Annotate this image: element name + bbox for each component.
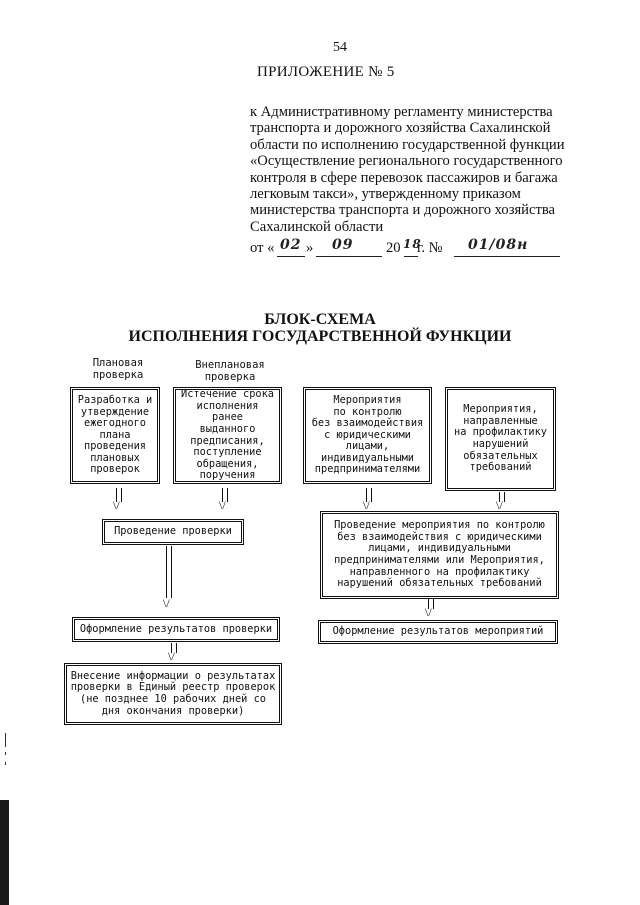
conduct-event-box: Проведение мероприятия по контролю без взаимодействия с юридическими лицами, индивидуальными предпринимателями или Мероприятия, направленного на профилактику нарушений обязательных требований xyxy=(322,513,557,597)
approval-number: 01/08н xyxy=(468,237,529,253)
scan-margin-edge xyxy=(0,800,9,905)
scan-margin-mark xyxy=(5,733,6,747)
appendix-title: ПРИЛОЖЕНИЕ № 5 xyxy=(257,64,395,80)
check-grounds-box: Истечение срока исполнения ранее выданного предписания, поступление обращения, поручения xyxy=(175,389,280,482)
approval-month: 09 xyxy=(332,237,354,253)
approval-day: 02 xyxy=(280,237,302,253)
scheme-title: БЛОК-СХЕМА xyxy=(264,311,376,328)
no-interaction-events-box: Мероприятия по контролю без взаимодействия с юридическими лицами, индивидуальными предпринимателями xyxy=(305,389,430,482)
scheme-subtitle: ИСПОЛНЕНИЯ ГОСУДАРСТВЕННОЙ ФУНКЦИИ xyxy=(128,328,512,345)
approval-year-suffix: 18 xyxy=(403,237,422,251)
approval-prefix: от « xyxy=(250,240,275,256)
scan-margin-mark xyxy=(5,752,6,755)
prevention-events-box: Мероприятия, направленные на профилактику нарушений обязательных требований xyxy=(447,389,554,489)
label-unplanned-check: Внеплановая проверка xyxy=(195,359,265,383)
scan-margin-mark xyxy=(5,762,6,765)
register-entry-box: Внесение информации о результатах проверки в Единый реестр проверок (не позднее 10 рабочих дней со дня окончания проверки) xyxy=(66,665,280,723)
plan-development-box: Разработка и утверждение ежегодного плана проведения плановых проверок xyxy=(72,389,158,482)
check-results-box: Оформление результатов проверки xyxy=(74,619,278,640)
event-results-box: Оформление результатов мероприятий xyxy=(320,622,556,642)
page-number: 54 xyxy=(333,40,347,55)
approval-year-end: г. № xyxy=(417,240,443,256)
approval-year-prefix: 20 xyxy=(386,240,401,256)
regulation-reference: к Административному регламенту министерства транспорта и дорожного хозяйства Сахалинской области по исполнению государственной функции «Осуществление регионального государственного контроля в сфере перевозок пассажиров и багажа легковым такси», утвержденному приказом министерства транспорта и дорожного хозяйства Сахалинской области xyxy=(250,104,565,235)
approval-close-quote: » xyxy=(306,240,314,256)
conduct-check-box: Проведение проверки xyxy=(104,521,242,543)
approval-line xyxy=(250,237,580,260)
label-planned-check: Плановая проверка xyxy=(92,357,144,381)
